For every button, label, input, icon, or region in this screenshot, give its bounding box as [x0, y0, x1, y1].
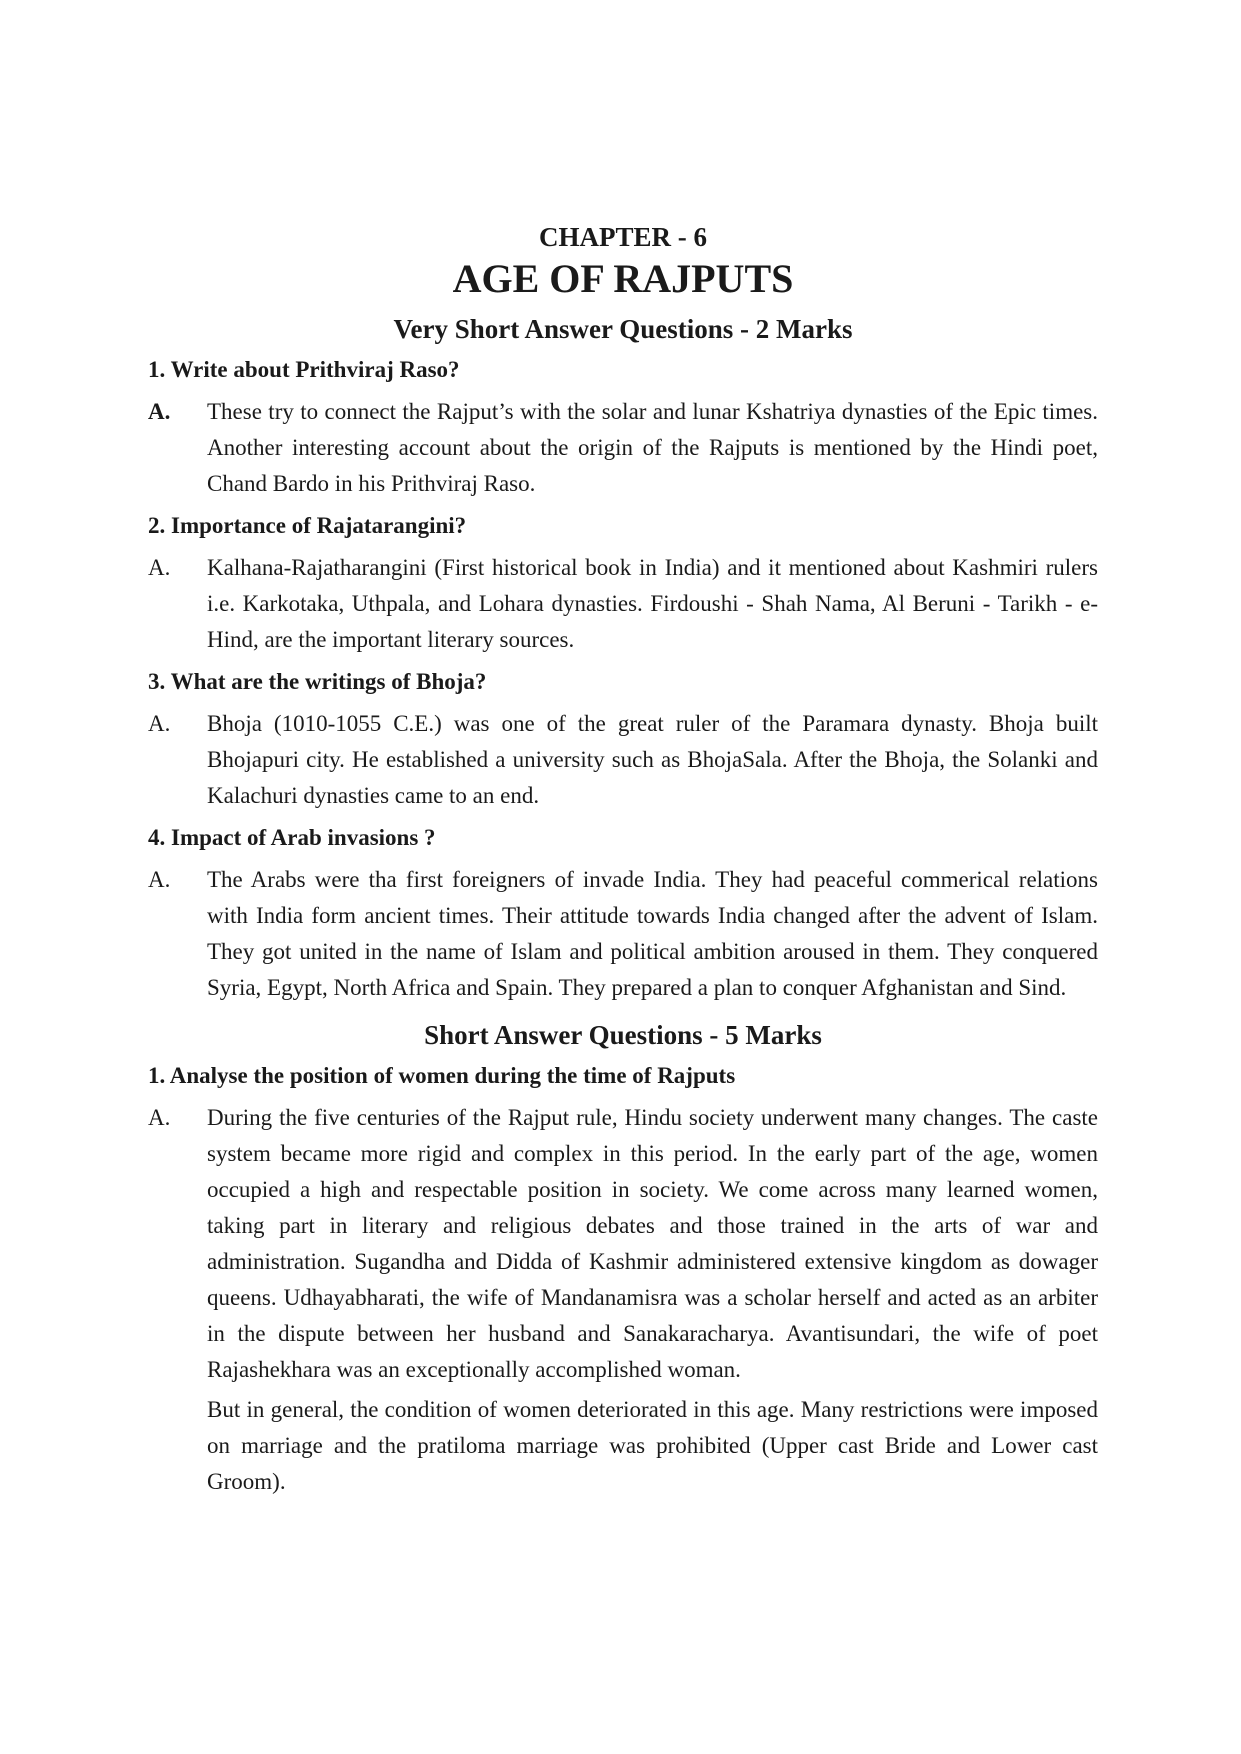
question: 1. Analyse the position of women during the time of Rajputs — [148, 1063, 736, 1088]
answer-body — [207, 862, 1098, 1006]
answer-marker: A. — [148, 1105, 171, 1130]
section-title-short: Short Answer Questions - 5 Marks — [424, 1020, 822, 1050]
section-title-very-short: Very Short Answer Questions - 2 Marks — [393, 314, 853, 344]
answer-paragraph: Bhoja (1010-1055 C.E.) was one of the great ruler of the Paramara dynasty. Bhoja built Bhojapuri city. He established a university such as BhojaSala. After the Bhoja, the Solanki and Kalachuri dynasties came to an end. — [207, 711, 1098, 808]
question: 3. What are the writings of Bhoja? — [148, 669, 487, 694]
answer-marker: A. — [148, 711, 171, 736]
answer-block — [148, 550, 1098, 658]
answer-paragraph: The Arabs were tha first foreigners of invade India. They had peaceful commerical relations with India form ancient times. Their attitude towards India changed after the advent of Islam. They got united in the name of Islam and political ambition aroused in them. They conquered Syria, Egypt, North Africa and Spain. They prepared a plan to conquer Afghanistan and Sind. — [207, 867, 1098, 1000]
document-page — [148, 220, 1098, 1500]
answer-marker: A. — [148, 867, 171, 892]
answer-block — [148, 706, 1098, 814]
answer-paragraph: During the five centuries of the Rajput rule, Hindu society underwent many changes. The caste system became more rigid and complex in this period. In the early part of the age, women occupied a high and respectable position in society. We come across many learned women, taking part in literary and religious debates and those trained in the arts of war and administration. Sugandha and Didda of Kashmir administered extensive kingdom as dowager queens. Udhayabharati, the wife of Mandanamisra was a scholar herself and acted as an arbiter in the dispute between her husband and Sanakaracharya. Avantisundari, the wife of poet Rajashekhara was an exceptionally accomplished woman. — [207, 1105, 1098, 1382]
answer-body — [207, 550, 1098, 658]
answer-marker: A. — [148, 555, 171, 580]
answer-marker: A. — [148, 399, 171, 424]
question: 1. Write about Prithviraj Raso? — [148, 357, 460, 382]
answer-paragraph: These try to connect the Rajput’s with the solar and lunar Kshatriya dynasties of the Epic times. Another interesting account about the origin of the Rajputs is mentioned by the Hindi poet, Chand Bardo in his Prithviraj Raso. — [207, 399, 1098, 496]
question: 2. Importance of Rajatarangini? — [148, 513, 467, 538]
answer-body — [207, 1100, 1098, 1500]
answer-paragraph: Kalhana-Rajatharangini (First historical book in India) and it mentioned about Kashmiri rulers i.e. Karkotaka, Uthpala, and Lohara dynasties. Firdoushi - Shah Nama, Al Beruni - Tarikh - e-Hind, are the important literary sources. — [207, 555, 1098, 652]
chapter-label: CHAPTER - 6 — [539, 222, 707, 252]
question: 4. Impact of Arab invasions ? — [148, 825, 436, 850]
answer-body — [207, 706, 1098, 814]
answer-body — [207, 394, 1098, 502]
answer-block — [148, 394, 1098, 502]
answer-block — [148, 1100, 1098, 1500]
answer-paragraph: But in general, the condition of women deteriorated in this age. Many restrictions were imposed on marriage and the pratiloma marriage was prohibited (Upper cast Bride and Lower cast Groom). — [207, 1397, 1098, 1494]
answer-block — [148, 862, 1098, 1006]
chapter-title: AGE OF RAJPUTS — [452, 256, 794, 301]
